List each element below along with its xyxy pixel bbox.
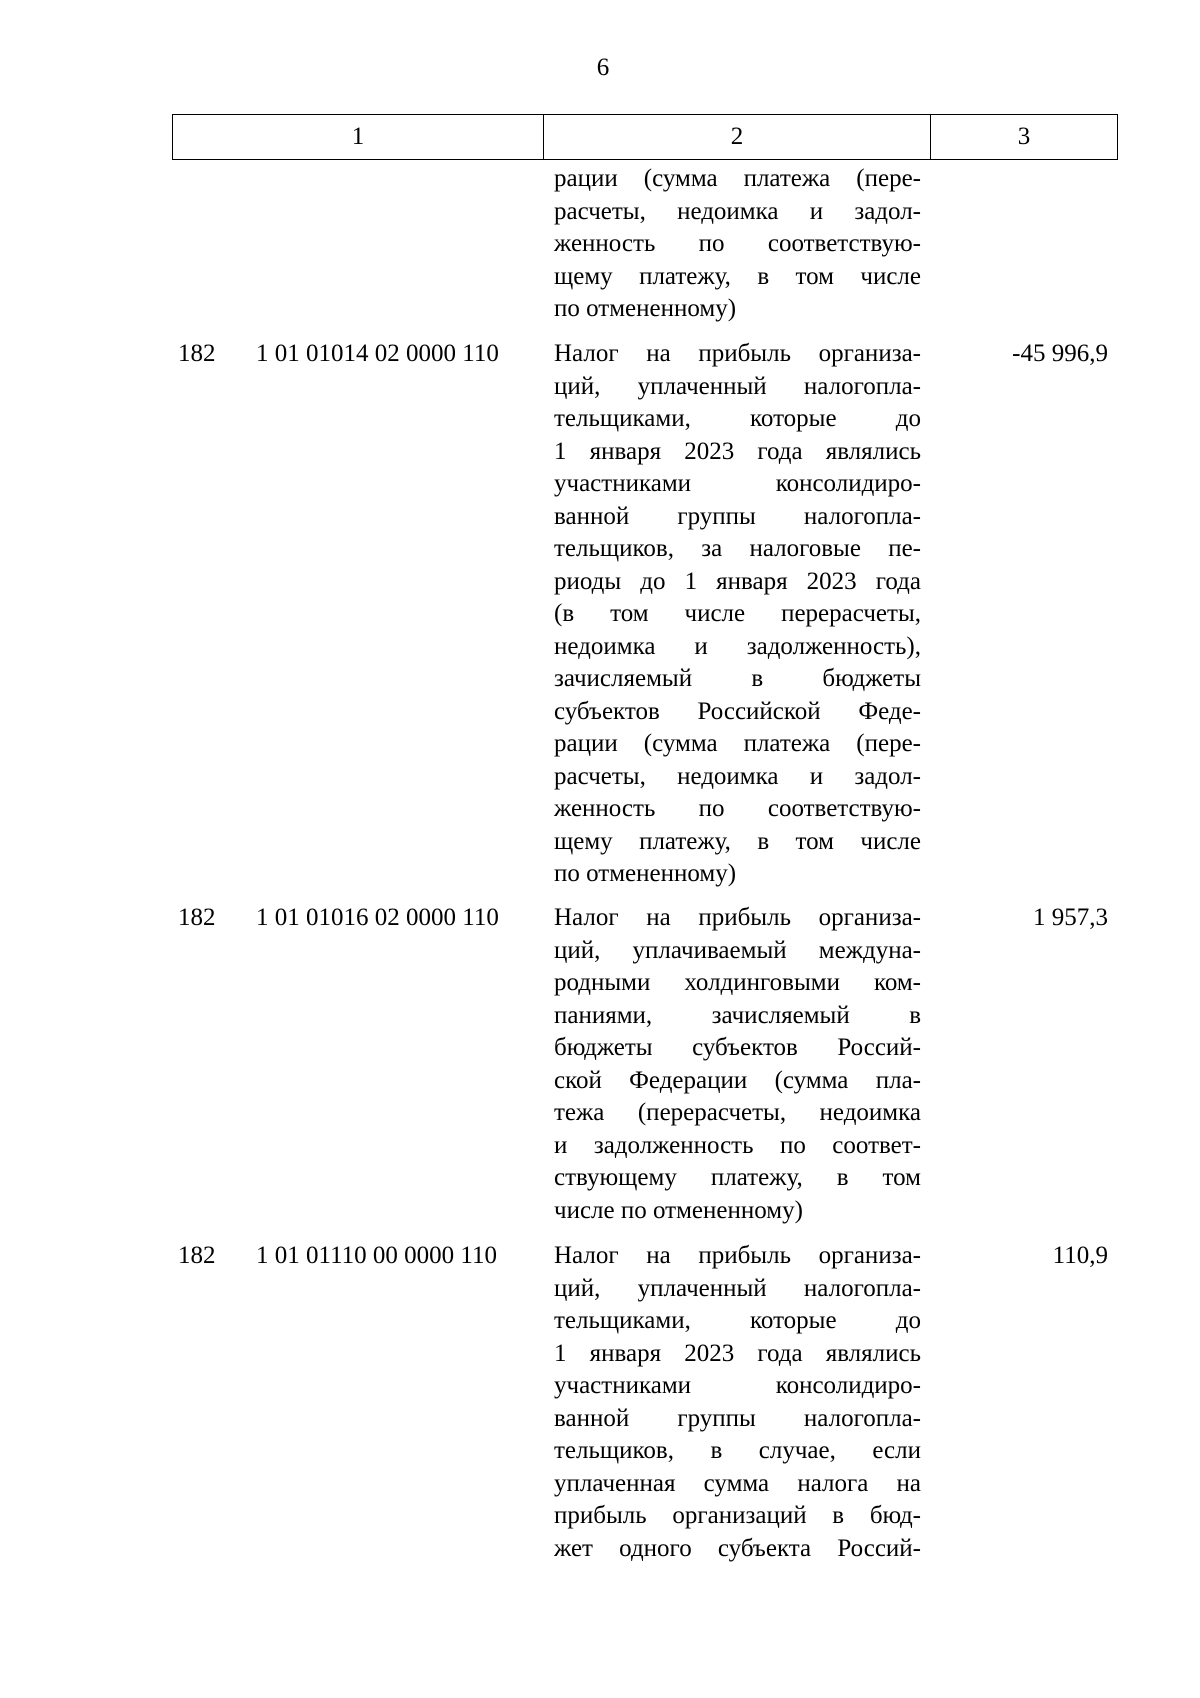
column-header-3: 3	[931, 115, 1118, 160]
description-line: ций, уплачиваемый междуна-	[554, 936, 921, 964]
description-line: ской Федерации (сумма пла-	[554, 1066, 921, 1094]
budget-classification-code: 1 01 01110 00 0000 110	[256, 1242, 497, 1269]
description-line: риоды до 1 января 2023 года	[554, 567, 921, 595]
description-line: щему платежу, в том числе	[554, 262, 921, 290]
table-header	[172, 114, 1118, 160]
page-number: 6	[596, 54, 610, 81]
chapter-code: 182	[178, 904, 216, 931]
description-line: (в том числе перерасчеты,	[554, 600, 921, 627]
row-description	[554, 902, 921, 1227]
description-line: щему платежу, в том числе	[554, 827, 921, 855]
description-line: ствующему платежу, в том	[554, 1164, 921, 1191]
budget-classification-code: 1 01 01014 02 0000 110	[256, 340, 499, 367]
description-line: расчеты, недоимка и задол-	[554, 762, 921, 790]
chapter-code: 182	[178, 1242, 216, 1269]
row-description	[554, 338, 921, 891]
description-line: участниками консолидиро-	[554, 470, 921, 497]
description-line: ций, уплаченный налогопла-	[554, 372, 921, 400]
description-line: Налог на прибыль организа-	[554, 1242, 921, 1269]
description-line: недоимка и задолженность),	[554, 632, 921, 660]
description-line: субъектов Российской Феде-	[554, 697, 921, 725]
row-description	[554, 1240, 921, 1565]
description-line: уплаченная сумма налога на	[554, 1469, 921, 1497]
description-line: женность по соответствую-	[554, 795, 921, 822]
column-header-1: 1	[173, 115, 544, 160]
chapter-code: 182	[178, 340, 216, 367]
description-line: Налог на прибыль организа-	[554, 904, 921, 931]
description-line: участниками консолидиро-	[554, 1372, 921, 1399]
description-line: рации (сумма платежа (пере-	[554, 165, 921, 192]
description-line: тежа (перерасчеты, недоимка	[554, 1099, 921, 1126]
description-line: прибыль организаций в бюд-	[554, 1502, 921, 1529]
amount-value: -45 996,9	[1012, 340, 1108, 367]
description-line: ванной группы налогопла-	[554, 1404, 921, 1432]
description-line: ванной группы налогопла-	[554, 502, 921, 530]
description-line: по отмененному)	[554, 295, 737, 322]
description-line: ций, уплаченный налогопла-	[554, 1274, 921, 1302]
continuation-description	[554, 163, 921, 326]
description-line: жет одного субъекта Россий-	[554, 1534, 921, 1562]
amount-value: 110,9	[1052, 1242, 1108, 1269]
description-line: и задолженность по соответ-	[554, 1131, 921, 1159]
description-line: зачисляемый в бюджеты	[554, 665, 921, 692]
description-line: тельщиков, за налоговые пе-	[554, 535, 921, 562]
description-line: тельщиков, в случае, если	[554, 1437, 921, 1464]
amount-value: 1 957,3	[1033, 904, 1108, 931]
description-line: по отмененному)	[554, 860, 737, 887]
description-line: женность по соответствую-	[554, 230, 921, 257]
description-line: родными холдинговыми ком-	[554, 969, 921, 996]
description-line: числе по отмененному)	[554, 1196, 803, 1224]
column-header-2: 2	[544, 115, 931, 160]
description-line: расчеты, недоимка и задол-	[554, 197, 921, 225]
description-line: паниями, зачисляемый в	[554, 1001, 921, 1029]
budget-classification-code: 1 01 01016 02 0000 110	[256, 904, 499, 931]
description-line: 1 января 2023 года являлись	[554, 1339, 921, 1367]
description-line: 1 января 2023 года являлись	[554, 437, 921, 465]
description-line: рации (сумма платежа (пере-	[554, 730, 921, 757]
description-line: бюджеты субъектов Россий-	[554, 1034, 921, 1061]
description-line: Налог на прибыль организа-	[554, 340, 921, 367]
description-line: тельщиками, которые до	[554, 1307, 921, 1334]
description-line: тельщиками, которые до	[554, 405, 921, 432]
